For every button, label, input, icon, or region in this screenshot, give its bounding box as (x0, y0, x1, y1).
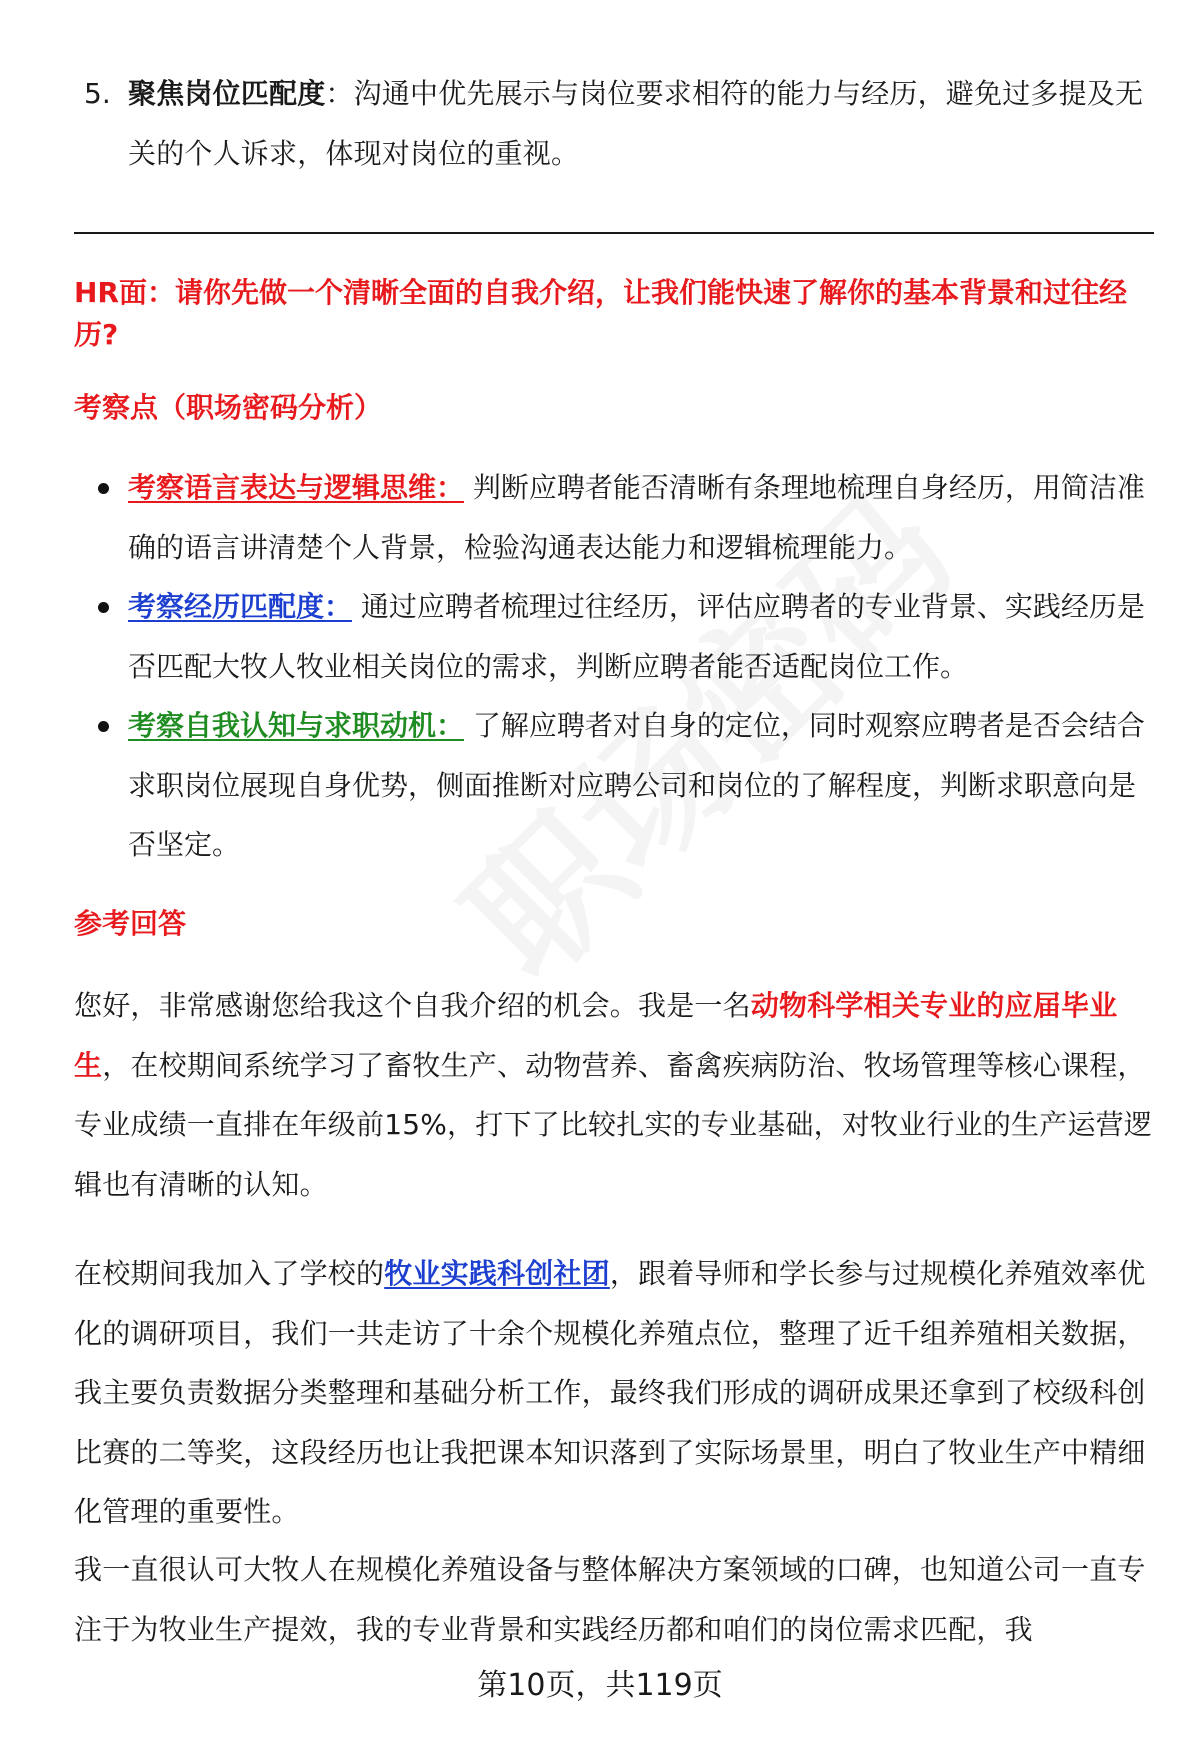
bullet-keyword: 考察自我认知与求职动机： (128, 709, 465, 742)
bullet-language-logic (74, 458, 1154, 577)
paragraph-text: 在校期间我加入了学校的 (74, 1257, 385, 1290)
answer-paragraph-1 (74, 976, 1154, 1214)
page-footer: 第10页，共119页 (477, 1668, 723, 1703)
reference-answer-heading: 参考回答 (74, 907, 187, 940)
highlight-major: 动物科学相关专业的应届毕业生 (74, 989, 1118, 1082)
highlight-club: 牧业实践科创社团 (384, 1257, 610, 1290)
item-colon: ： (325, 77, 354, 110)
item-number: 5. (84, 77, 111, 110)
bullet-keyword: 考察经历匹配度： (128, 590, 353, 623)
bullet-keyword: 考察语言表达与逻辑思维： (128, 471, 465, 504)
bullet-dot-icon (98, 721, 109, 732)
answer-paragraph-3: 我一直很认可大牧人在规模化养殖设备与整体解决方案领域的口碑，也知道公司一直专注于为牧业生产提效，我的专业背景和实践经历都和咱们的岗位需求匹配，我 (74, 1553, 1146, 1646)
bullet-dot-icon (98, 483, 109, 494)
bullet-experience-match (74, 577, 1154, 696)
paragraph-text: ，跟着导师和学长参与过规模化养殖效率优化的调研项目，我们一共走访了十余个规模化养殖点位，整理了近千组养殖相关数据，我主要负责数据分类整理和基础分析工作，最终我们形成的调研成果还拿到了校级科创比赛的二等奖，这段经历也让我把课本知识落到了实际场景里，明白了牧业生产中精细化管理的重要性。 (74, 1257, 1146, 1528)
analysis-bullet-list (74, 458, 1154, 875)
item-title: 聚焦岗位匹配度 (128, 77, 326, 110)
analysis-heading: 考察点（职场密码分析） (74, 391, 383, 424)
bullet-text: 通过应聘者梳理过往经历，评估应聘者的专业背景、实践经历是否匹配大牧人牧业相关岗位的需求，判断应聘者能否适配岗位工作。 (128, 590, 1145, 683)
interview-question: HR面：请你先做一个清晰全面的自我介绍，让我们能快速了解你的基本背景和过往经历? (74, 276, 1127, 351)
paragraph-text: 您好，非常感谢您给我这个自我介绍的机会。我是一名 (74, 989, 751, 1022)
bullet-text: 了解应聘者对自身的定位，同时观察应聘者是否会结合求职岗位展现自身优势，侧面推断对应聘公司和岗位的了解程度，判断求职意向是否坚定。 (128, 709, 1145, 861)
paragraph-text: ，在校期间系统学习了畜牧生产、动物营养、畜禽疾病防治、牧场管理等核心课程，专业成绩一直排在年级前15%，打下了比较扎实的专业基础，对牧业行业的生产运营逻辑也有清晰的认知。 (74, 1048, 1153, 1201)
bullet-text: 判断应聘者能否清晰有条理地梳理自身经历，用简洁准确的语言讲清楚个人背景，检验沟通表达能力和逻辑梳理能力。 (128, 471, 1145, 564)
item-text: 沟通中优先展示与岗位要求相符的能力与经历，避免过多提及无关的个人诉求，体现对岗位的重视。 (128, 77, 1144, 170)
bullet-dot-icon (98, 602, 109, 613)
item-body (128, 64, 1154, 183)
numbered-item-5 (84, 64, 1154, 183)
bullet-self-awareness (74, 696, 1154, 875)
horizontal-divider (74, 232, 1154, 234)
answer-paragraph-2 (74, 1244, 1154, 1542)
